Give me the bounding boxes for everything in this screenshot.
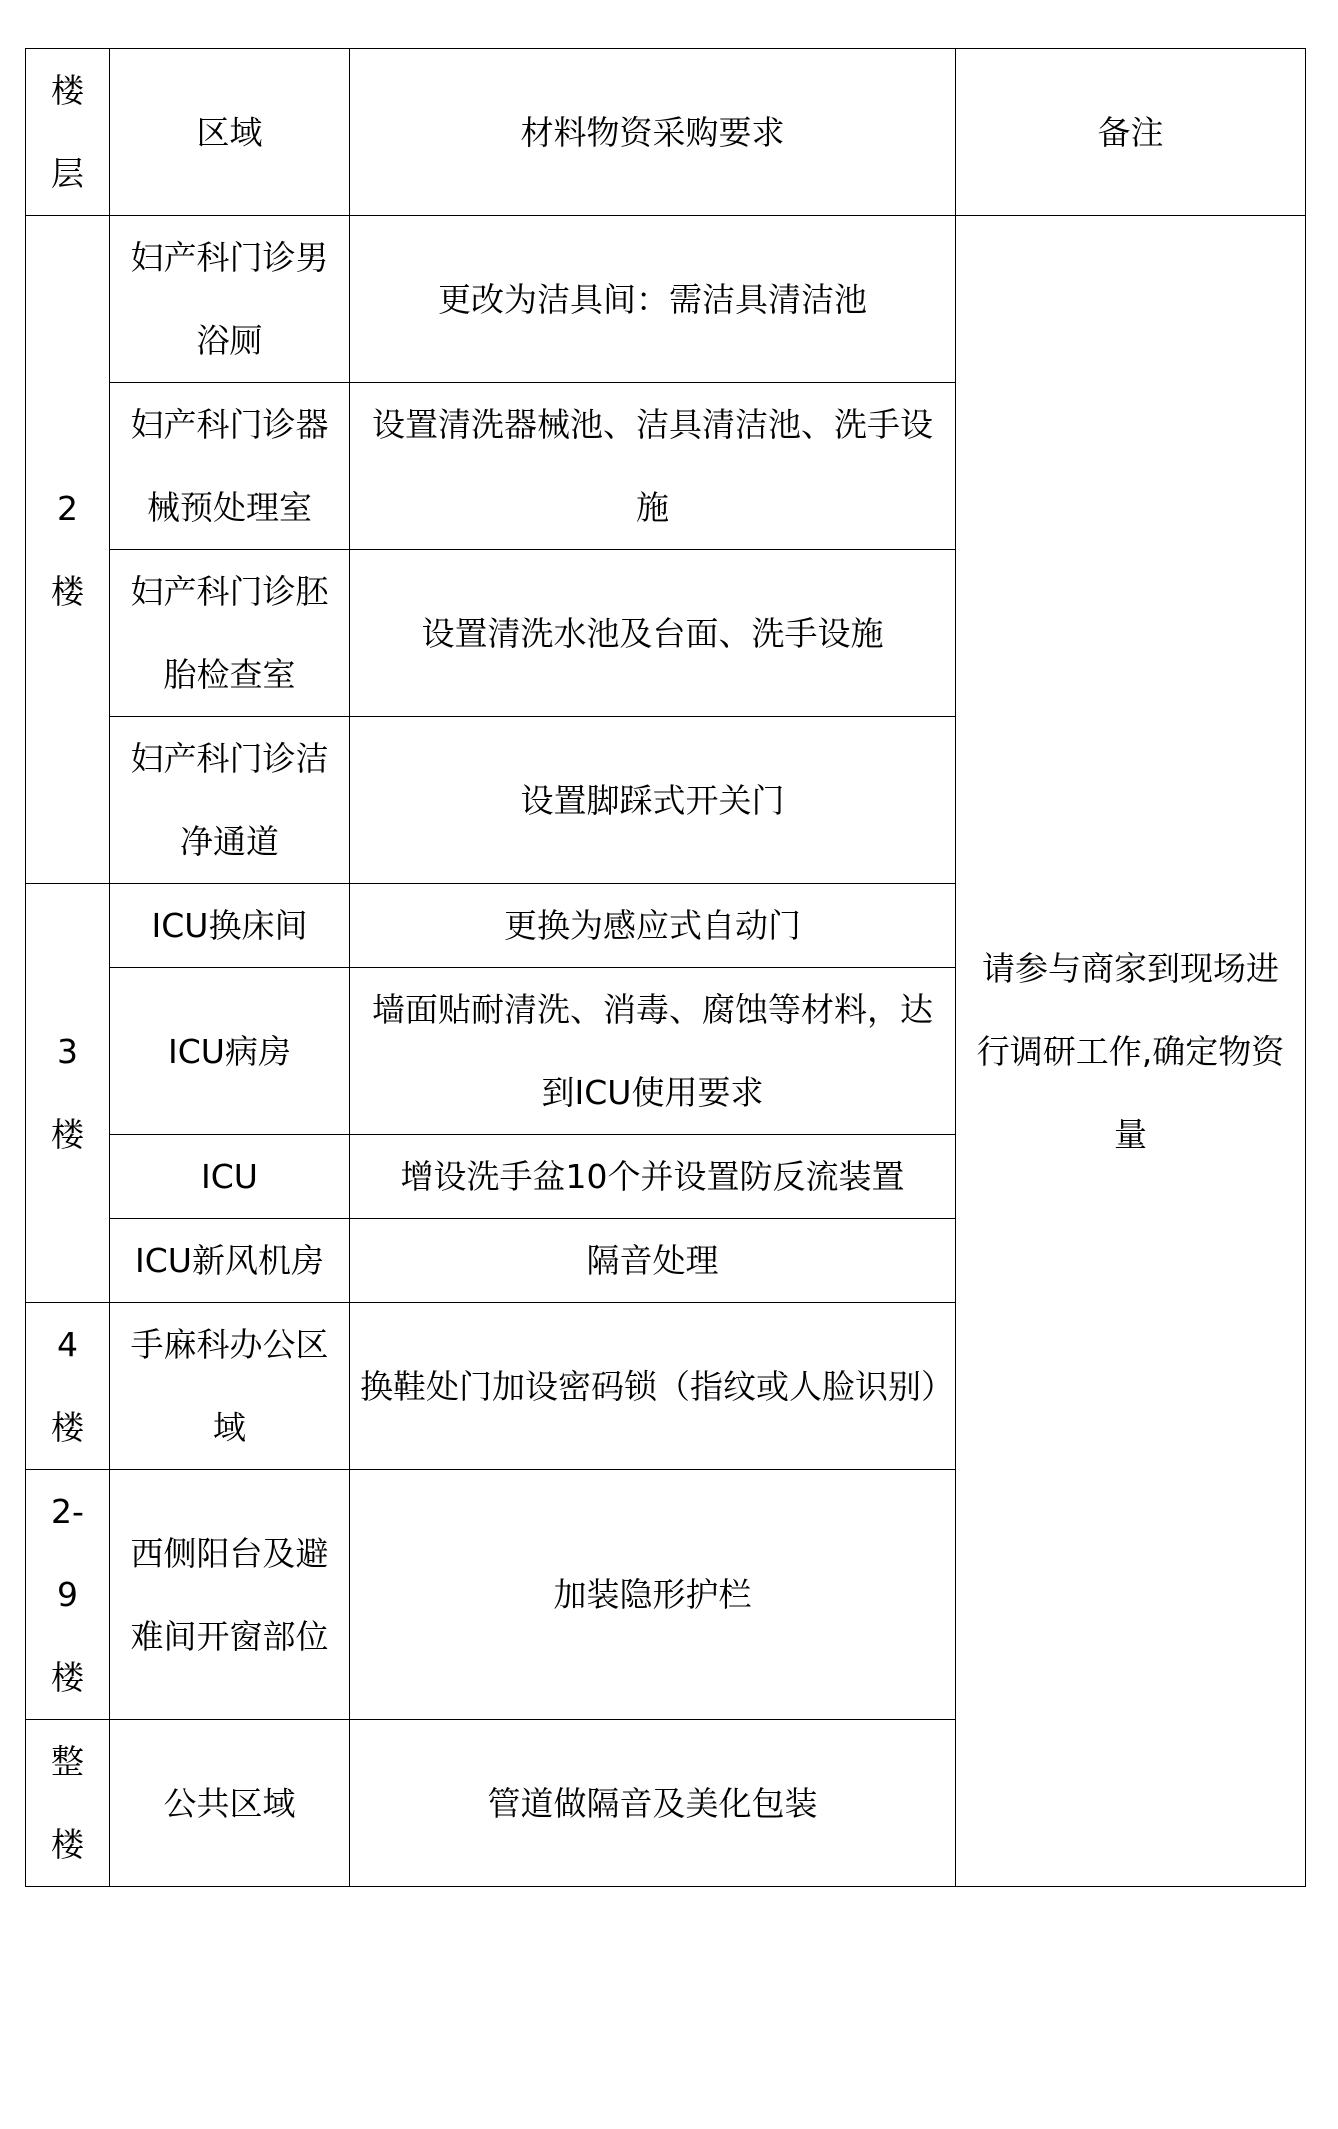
header-row bbox=[26, 49, 1306, 216]
area-cell: ICU bbox=[110, 1135, 350, 1219]
area-cell: 妇产科门诊胚胎检查室 bbox=[110, 550, 350, 717]
header-note: 备注 bbox=[956, 49, 1306, 216]
area-cell: 公共区域 bbox=[110, 1720, 350, 1887]
table-row bbox=[26, 216, 1306, 383]
floor-cell: 2-9楼 bbox=[26, 1470, 110, 1720]
requirement-cell: 设置清洗器械池、洁具清洁池、洗手设施 bbox=[350, 383, 956, 550]
area-cell: 妇产科门诊洁净通道 bbox=[110, 717, 350, 884]
area-cell: ICU病房 bbox=[110, 968, 350, 1135]
requirement-cell: 设置清洗水池及台面、洗手设施 bbox=[350, 550, 956, 717]
note-cell: 请参与商家到现场进行调研工作,确定物资量 bbox=[956, 216, 1306, 1887]
requirement-cell: 增设洗手盆10个并设置防反流装置 bbox=[350, 1135, 956, 1219]
requirement-cell: 设置脚踩式开关门 bbox=[350, 717, 956, 884]
floor-cell: 3楼 bbox=[26, 884, 110, 1303]
area-cell: 妇产科门诊男浴厕 bbox=[110, 216, 350, 383]
header-area: 区域 bbox=[110, 49, 350, 216]
area-cell: 妇产科门诊器械预处理室 bbox=[110, 383, 350, 550]
area-cell: 西侧阳台及避难间开窗部位 bbox=[110, 1470, 350, 1720]
floor-cell: 2楼 bbox=[26, 216, 110, 884]
floor-cell: 整楼 bbox=[26, 1720, 110, 1887]
requirement-cell: 更改为洁具间：需洁具清洁池 bbox=[350, 216, 956, 383]
procurement-table bbox=[25, 48, 1306, 1887]
header-requirement: 材料物资采购要求 bbox=[350, 49, 956, 216]
requirement-cell: 隔音处理 bbox=[350, 1219, 956, 1303]
area-cell: ICU新风机房 bbox=[110, 1219, 350, 1303]
header-floor: 楼层 bbox=[26, 49, 110, 216]
requirement-cell: 管道做隔音及美化包装 bbox=[350, 1720, 956, 1887]
floor-cell: 4楼 bbox=[26, 1303, 110, 1470]
requirement-cell: 加装隐形护栏 bbox=[350, 1470, 956, 1720]
area-cell: ICU换床间 bbox=[110, 884, 350, 968]
requirement-cell: 换鞋处门加设密码锁（指纹或人脸识别） bbox=[350, 1303, 956, 1470]
requirement-cell: 墙面贴耐清洗、消毒、腐蚀等材料，达到ICU使用要求 bbox=[350, 968, 956, 1135]
area-cell: 手麻科办公区域 bbox=[110, 1303, 350, 1470]
requirement-cell: 更换为感应式自动门 bbox=[350, 884, 956, 968]
